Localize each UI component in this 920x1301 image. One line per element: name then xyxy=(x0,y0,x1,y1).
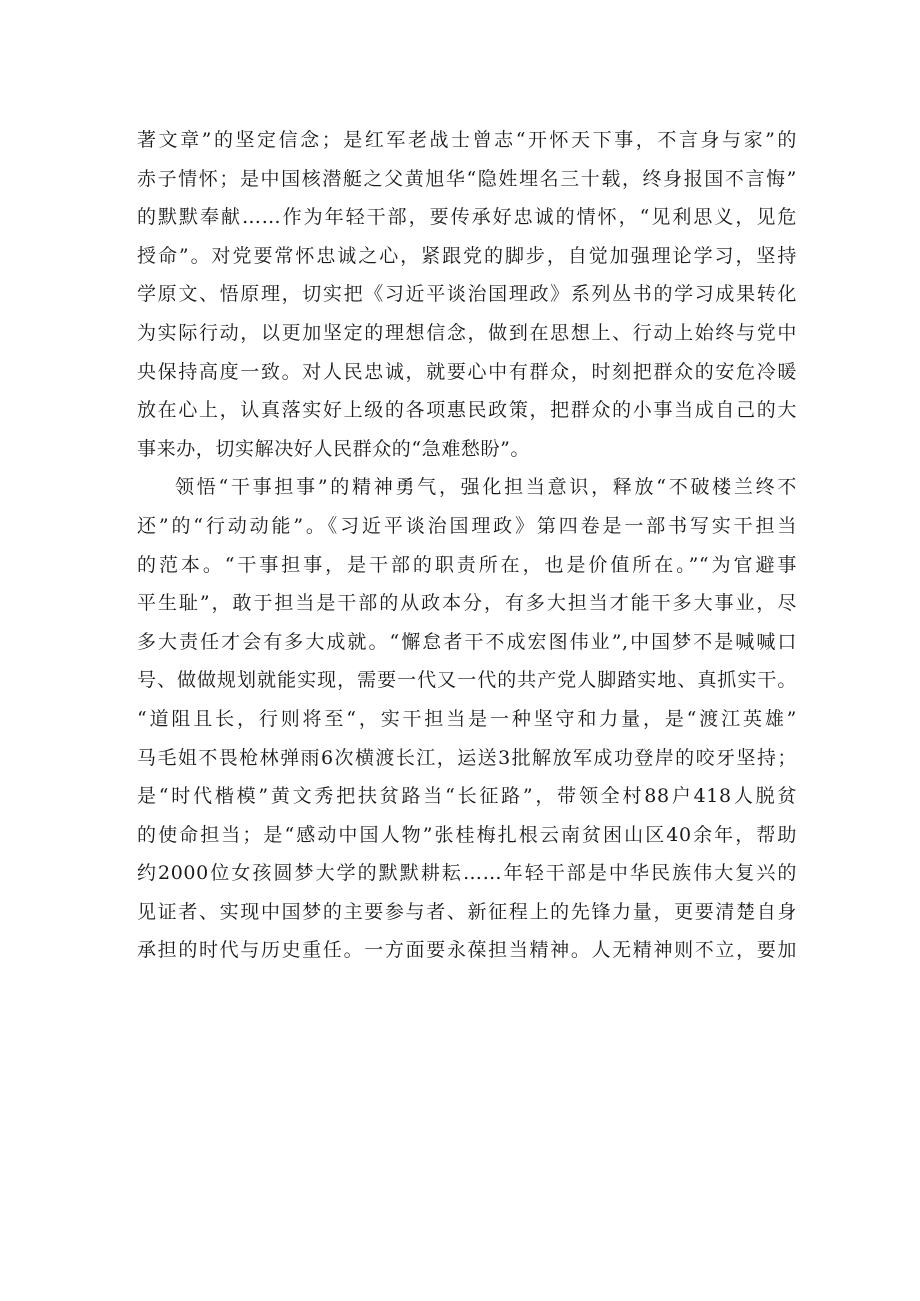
text-line: 央保持高度一致。对人民忠诚，就要心中有群众，时刻把群众的安危冷暖 xyxy=(137,360,797,383)
text-line: 的默默奉献……作为年轻干部，要传承好忠诚的情怀，“见利思义，见危 xyxy=(137,206,797,229)
paragraph-first-line: 领悟“干事担事”的精神勇气，强化担当意识，释放“不破楼兰终不 xyxy=(175,476,797,499)
text-line: 放在心上，认真落实好上级的各项惠民政策，把群众的小事当成自己的大 xyxy=(137,399,797,422)
text-line: 著文章”的坚定信念；是红军老战士曾志“开怀天下事，不言身与家”的 xyxy=(137,129,797,151)
text-line: 的范本。“干事担事，是干部的职责所在，也是价值所在。”“为官避事 xyxy=(137,553,797,576)
text-line: 事来办，切实解决好人民群众的“急难愁盼”。 xyxy=(137,437,531,460)
text-line: 为实际行动，以更加坚定的理想信念，做到在思想上、行动上始终与党中 xyxy=(137,321,797,344)
text-line: 多大责任才会有多大成就。“懈怠者干不成宏图伟业”,中国梦不是喊喊口 xyxy=(137,630,797,653)
text-line: 赤子情怀；是中国核潜艇之父黄旭华“隐姓埋名三十载，终身报国不言悔” xyxy=(137,167,797,190)
text-line: 学原文、悟原理，切实把《习近平谈治国理政》系列丛书的学习成果转化 xyxy=(137,283,797,306)
text-line: 的使命担当；是“感动中国人物”张桂梅扎根云南贫困山区40余年，帮助 xyxy=(137,823,797,846)
text-line: 见证者、实现中国梦的主要参与者、新征程上的先锋力量，更要清楚自身 xyxy=(137,900,797,923)
text-line: 授命”。对党要常怀忠诚之心，紧跟党的脚步，自觉加强理论学习，坚持 xyxy=(137,244,797,267)
paragraph-loyalty xyxy=(137,121,797,468)
text-line: 马毛姐不畏枪林弹雨6次横渡长江，运送3批解放军成功登岸的咬牙坚持； xyxy=(137,746,797,769)
document-body xyxy=(137,121,797,970)
paragraph-responsibility xyxy=(137,468,797,970)
text-line: 还”的“行动动能”。《习近平谈治国理政》第四卷是一部书写实干担当 xyxy=(137,514,797,537)
text-line: 约2000位女孩圆梦大学的默默耕耘……年轻干部是中华民族伟大复兴的 xyxy=(137,862,797,885)
text-line: “道阻且长，行则将至“，实干担当是一种坚守和力量，是“渡江英雄” xyxy=(137,707,797,730)
text-line: 承担的时代与历史重任。一方面要永葆担当精神。人无精神则不立，要加 xyxy=(137,939,797,962)
text-line: 号、做做规划就能实现，需要一代又一代的共产党人脚踏实地、真抓实干。 xyxy=(137,669,797,692)
text-line: 平生耻”，敢于担当是干部的从政本分，有多大担当才能干多大事业，尽 xyxy=(137,592,797,615)
text-line: 是“时代楷模”黄文秀把扶贫路当“长征路”，带领全村88户418人脱贫 xyxy=(137,785,797,808)
